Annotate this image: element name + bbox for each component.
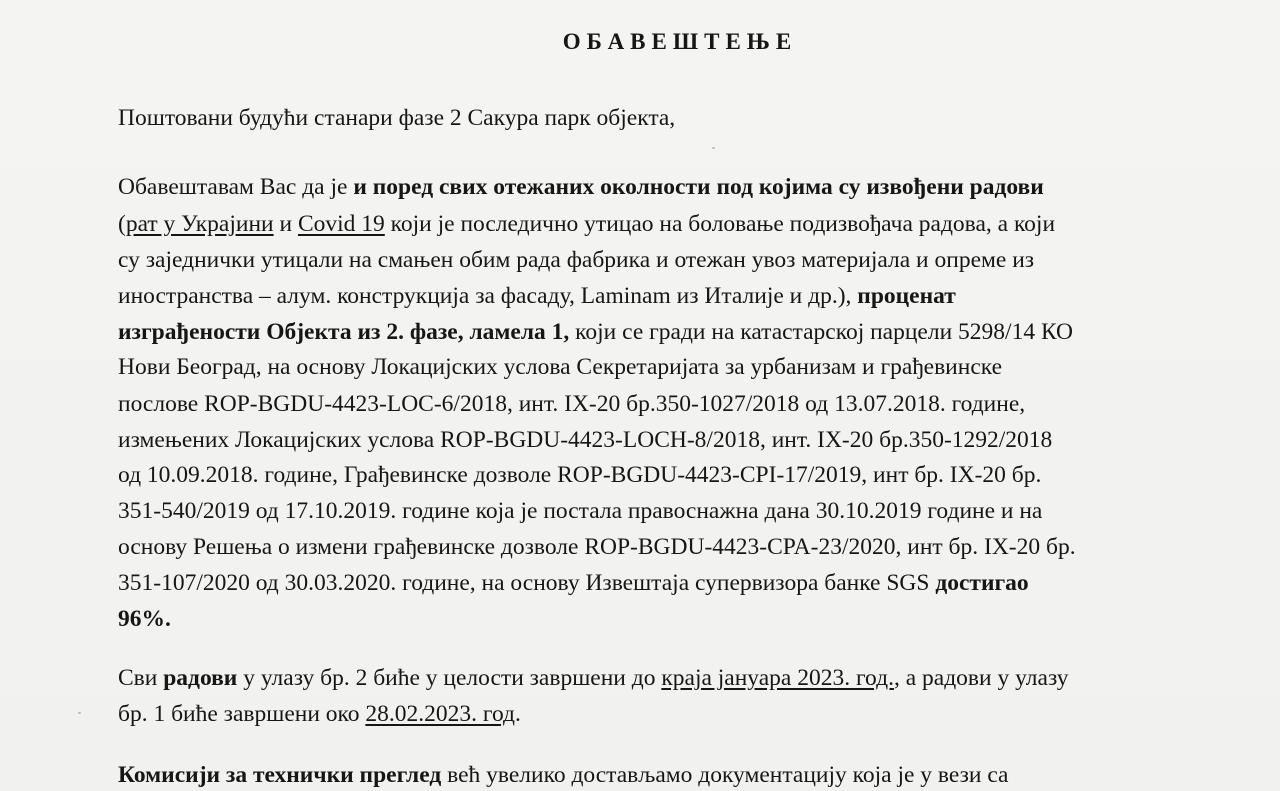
paragraph-1-line-8: измењених Локацијских услова ROP-BGDU-4423-LOCH-8/2018, инт. IX-20 бр.350-1292/2018 bbox=[118, 427, 1053, 453]
bold-span: радови bbox=[157, 665, 238, 691]
paragraph-1-line-6: Нови Београд, на основу Локацијских услова Секретаријата за урбанизам и грађевинске bbox=[118, 354, 1003, 380]
paragraph-1-line-3: су заједнички утицали на смањен обим рада фабрика и отежан увоз материјала и опреме из bbox=[118, 247, 1035, 273]
text-span: који се гради на катастарској парцели 5298/14 КО bbox=[569, 319, 1074, 345]
paragraph-1-line-13: 96%. bbox=[118, 606, 171, 632]
text-span: у улазу бр. 2 биће у целости завршени до bbox=[237, 665, 662, 691]
paragraph-1-line-7: послове ROP-BGDU-4423-LOC-6/2018, инт. IX-20 бр.350-1027/2018 од 13.07.2018. године, bbox=[118, 391, 1026, 417]
bold-span: Комисији за технички преглед bbox=[118, 762, 442, 788]
text-span: ( bbox=[118, 211, 126, 237]
text-span: Сви bbox=[118, 665, 158, 691]
text-span: 351-107/2020 од 30.03.2020. године, на основу Извештаја супервизора банке SGS bbox=[118, 570, 930, 596]
text-span: који је последично утицао на боловање подизвођача радова, а који bbox=[384, 211, 1056, 237]
paragraph-1-line-5 bbox=[118, 317, 1073, 347]
paragraph-1-line-9: од 10.09.2018. године, Грађевинске дозволе ROP-BGDU-4423-CPI-17/2019, инт бр. IX-20 бр. bbox=[118, 462, 1042, 488]
greeting-line: Поштовани будући станари фазе 2 Сакура парк објекта, bbox=[118, 105, 676, 131]
paragraph-1-line-1 bbox=[118, 172, 1044, 202]
bold-span: проценат bbox=[851, 283, 956, 309]
underlined-span: рат у Украјини bbox=[125, 211, 274, 237]
document-title: ОБАВЕШТЕЊЕ bbox=[562, 29, 798, 54]
bold-span: достигао bbox=[929, 570, 1029, 596]
paragraph-2-line-2 bbox=[118, 699, 521, 729]
text-span: , а радови у улазу bbox=[893, 665, 1069, 691]
paragraph-1-line-4 bbox=[118, 281, 956, 311]
bold-span: изграђености Објекта из 2. фазе, ламела 1, bbox=[118, 319, 570, 345]
text-span: и bbox=[273, 211, 298, 237]
paragraph-1-line-2 bbox=[118, 209, 1055, 239]
underlined-span: 28.02.2023. год bbox=[365, 701, 515, 727]
text-span: Обавештавам Вас да је bbox=[118, 174, 348, 200]
paragraph-2-line-1 bbox=[118, 663, 1068, 693]
scan-speck bbox=[712, 147, 715, 149]
text-span: иностранства – алум. конструкција за фасаду, Laminam из Италије и др.), bbox=[118, 283, 852, 309]
text-span: бр. 1 биће завршени око bbox=[118, 701, 366, 727]
paragraph-3-line-1 bbox=[118, 760, 1009, 790]
paragraph-1-line-12 bbox=[118, 568, 1029, 598]
scan-speck bbox=[78, 712, 81, 714]
underlined-span: краја јануара 2023. год. bbox=[661, 665, 894, 691]
text-span: већ увелико достављамо документацију која је у вези са bbox=[441, 762, 1009, 788]
paragraph-1-line-10: 351-540/2019 од 17.10.2019. године која је постала правоснажна дана 30.10.2019 године и на bbox=[118, 498, 1043, 524]
paragraph-1-line-11: основу Решења о измени грађевинске дозволе ROP-BGDU-4423-CPA-23/2020, инт бр. IX-20 бр. bbox=[118, 534, 1076, 560]
underlined-span: Covid 19 bbox=[297, 211, 385, 237]
bold-span: и поред свих отежаних околности под којима су извођени радови bbox=[347, 174, 1044, 200]
text-span: . bbox=[514, 701, 521, 727]
